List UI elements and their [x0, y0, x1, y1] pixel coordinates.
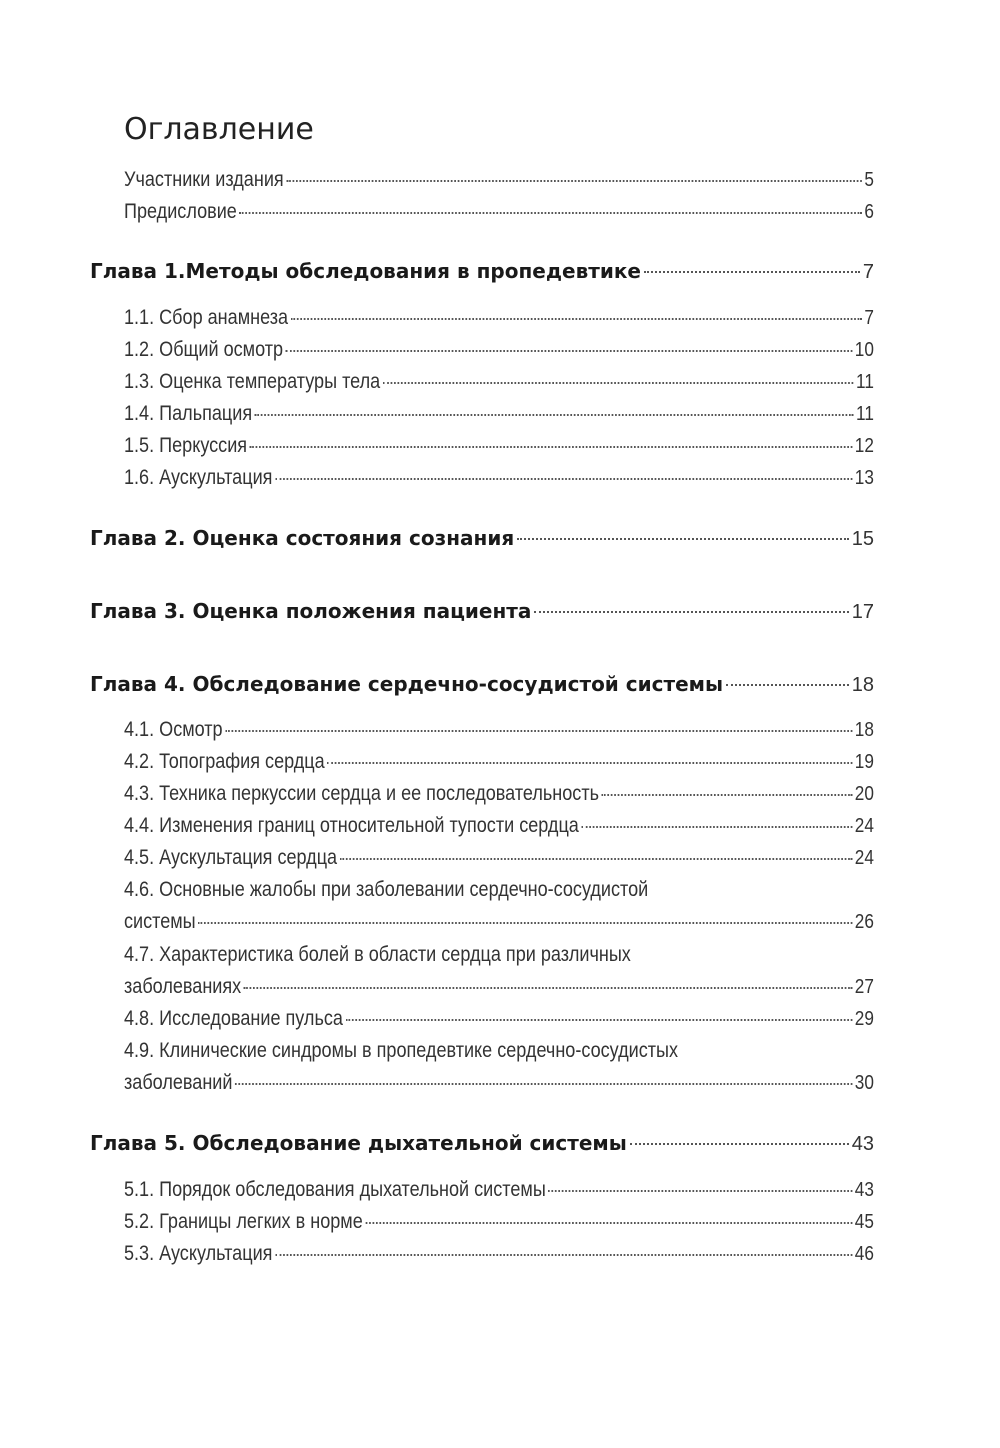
toc-page-number: 43 — [851, 1133, 874, 1155]
toc-chapter-3[interactable] — [90, 599, 874, 631]
toc-chapter-label: Глава 5. Обследование дыхательной системы — [90, 1131, 627, 1155]
dot-leader — [644, 271, 860, 273]
toc-page-number: 19 — [854, 751, 874, 773]
toc-page-number: 18 — [851, 674, 874, 696]
toc-chapter-1[interactable] — [90, 259, 874, 291]
toc-page-number: 20 — [854, 783, 874, 805]
toc-page-number: 24 — [854, 815, 874, 837]
dot-leader — [630, 1143, 849, 1145]
dot-leader — [581, 826, 852, 828]
page-title: Оглавление — [124, 112, 314, 147]
dot-leader — [250, 446, 853, 448]
toc-entry[interactable] — [124, 1178, 874, 1208]
toc-chapter-label: Глава 2. Оценка состояния сознания — [90, 526, 515, 550]
dot-leader — [275, 1254, 852, 1256]
toc-entry[interactable] — [124, 1210, 874, 1240]
toc-chapter-4[interactable] — [90, 672, 874, 704]
dot-leader — [255, 414, 854, 416]
toc-entry-label: заболеваниях — [124, 975, 242, 998]
toc-entry-line1[interactable]: 4.6. Основные жалобы при заболевании сердечно-сосудистой — [124, 878, 649, 901]
toc-entry-label: 1.5. Перкуссия — [124, 434, 248, 457]
toc-chapter-5[interactable] — [90, 1131, 874, 1163]
toc-entry[interactable] — [124, 306, 874, 336]
dot-leader — [548, 1190, 852, 1192]
toc-entry-label: системы — [124, 910, 196, 933]
toc-entry[interactable] — [124, 434, 874, 464]
toc-entry[interactable] — [124, 402, 874, 432]
toc-entry-label: 4.2. Топография сердца — [124, 750, 325, 773]
toc-page-number: 7 — [862, 261, 874, 283]
toc-page-number: 5 — [864, 169, 874, 191]
dot-leader — [517, 538, 849, 540]
dot-leader — [291, 318, 862, 320]
toc-chapter-2[interactable] — [90, 526, 874, 558]
toc-entry-label: Предисловие — [124, 200, 237, 223]
toc-entry[interactable] — [124, 370, 874, 400]
toc-entry-label: 1.4. Пальпация — [124, 402, 253, 425]
toc-entry-label: 5.1. Порядок обследования дыхательной системы — [124, 1178, 546, 1201]
toc-entry-contributors[interactable] — [124, 168, 874, 198]
toc-entry[interactable] — [124, 782, 874, 812]
toc-page-number: 45 — [854, 1211, 874, 1233]
dot-leader — [235, 1083, 852, 1085]
dot-leader — [275, 478, 852, 480]
dot-leader — [365, 1222, 852, 1224]
toc-entry[interactable] — [124, 1242, 874, 1272]
dot-leader — [198, 922, 852, 924]
toc-entry-label: 4.1. Осмотр — [124, 718, 223, 741]
toc-entry-label: 1.1. Сбор анамнеза — [124, 306, 289, 329]
toc-entry[interactable] — [124, 910, 874, 940]
dot-leader — [327, 762, 852, 764]
toc-page-number: 24 — [854, 847, 874, 869]
toc-page-number: 6 — [864, 201, 874, 223]
toc-entry[interactable] — [124, 338, 874, 368]
toc-page-number: 46 — [854, 1243, 874, 1265]
toc-page-number: 30 — [854, 1072, 874, 1094]
toc-entry-line1[interactable]: 4.7. Характеристика болей в области сердца при различных — [124, 943, 631, 966]
dot-leader — [534, 611, 848, 613]
toc-chapter-label: Глава 3. Оценка положения пациента — [90, 599, 532, 623]
toc-entry-label: заболеваний — [124, 1071, 233, 1094]
toc-page-number: 11 — [856, 403, 874, 425]
dot-leader — [602, 794, 853, 796]
toc-entry[interactable] — [124, 975, 874, 1005]
toc-entry[interactable] — [124, 466, 874, 496]
toc-page-number: 7 — [864, 307, 874, 329]
toc-entry-label: 5.3. Аускультация — [124, 1242, 273, 1265]
dot-leader — [244, 987, 852, 989]
toc-page-number: 43 — [854, 1179, 874, 1201]
dot-leader — [346, 1019, 853, 1021]
toc-page-number: 17 — [851, 601, 874, 623]
toc-page-number: 13 — [854, 467, 874, 489]
toc-page-number: 15 — [851, 528, 874, 550]
toc-chapter-label: Глава 1.Методы обследования в пропедевтике — [90, 259, 641, 283]
toc-entry-label: 1.2. Общий осмотр — [124, 338, 284, 361]
dot-leader — [286, 350, 853, 352]
toc-page-number: 10 — [854, 339, 874, 361]
toc-page-number: 12 — [854, 435, 874, 457]
toc-page-number: 26 — [854, 911, 874, 933]
toc-entry-label: Участники издания — [124, 168, 284, 191]
toc-entry-label: 5.2. Границы легких в норме — [124, 1210, 363, 1233]
toc-entry-line1[interactable]: 4.9. Клинические синдромы в пропедевтике сердечно-сосудистых — [124, 1039, 679, 1062]
toc-entry-preface[interactable] — [124, 200, 874, 230]
dot-leader — [225, 730, 852, 732]
toc-entry-label: 4.4. Изменения границ относительной тупости сердца — [124, 814, 579, 837]
toc-page-number: 29 — [854, 1008, 874, 1030]
toc-entry[interactable] — [124, 814, 874, 844]
dot-leader — [286, 180, 861, 182]
dot-leader — [340, 858, 853, 860]
dot-leader — [383, 382, 854, 384]
toc-page-number: 27 — [854, 976, 874, 998]
toc-entry-label: 4.8. Исследование пульса — [124, 1007, 343, 1030]
toc-entry[interactable] — [124, 1007, 874, 1037]
toc-entry-label: 4.5. Аускультация сердца — [124, 846, 338, 869]
dot-leader — [239, 212, 861, 214]
toc-chapter-label: Глава 4. Обследование сердечно-сосудистой системы — [90, 672, 724, 696]
toc-page-number: 18 — [854, 719, 874, 741]
toc-entry-label: 1.3. Оценка температуры тела — [124, 370, 381, 393]
toc-entry-label: 1.6. Аускультация — [124, 466, 273, 489]
dot-leader — [726, 684, 849, 686]
toc-entry-label: 4.3. Техника перкуссии сердца и ее последовательность — [124, 782, 600, 805]
toc-entry[interactable] — [124, 846, 874, 876]
toc-entry[interactable] — [124, 750, 874, 780]
toc-page-number: 11 — [856, 371, 874, 393]
toc-entry[interactable] — [124, 1071, 874, 1101]
toc-entry[interactable] — [124, 718, 874, 748]
